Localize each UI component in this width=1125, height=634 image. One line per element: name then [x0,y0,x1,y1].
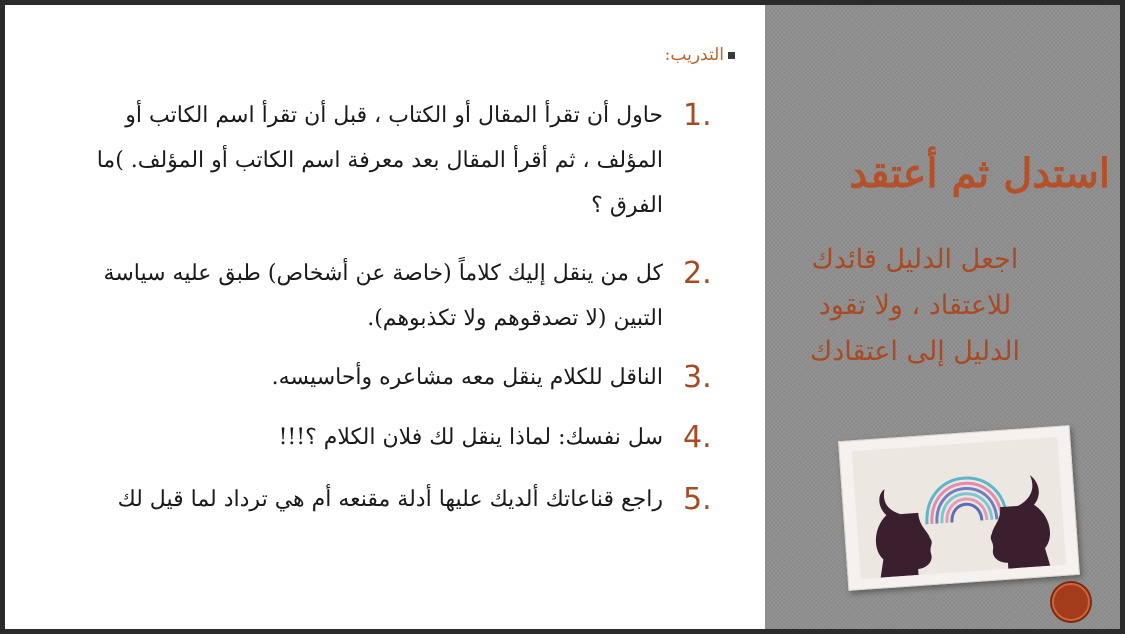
heading-label: التدريب: [664,45,724,65]
item-text: سل نفسك: لماذا ينقل لك فلان الكلام ؟!!! [278,425,663,450]
circle-logo-icon [1052,583,1090,621]
item-number: 5. [683,482,712,517]
item-text: كل من ينقل إليك كلاماً (خاصة عن أشخاص) طبق عليه سياسة التبين (لا تصدقوهم ولا تكذبوهم). [103,261,663,331]
panel-title: استدل ثم أعتقد [849,150,1110,197]
square-bullet-icon [728,52,735,59]
list-item [65,477,745,522]
two-heads-rainbow-image [852,437,1066,579]
list-item [65,251,745,341]
slide [5,5,1120,629]
list-item [65,355,745,400]
item-number: 4. [683,420,712,455]
panel-subtitle: اجعل الدليل قائدك للاعتقاد ، ولا تقود الدليل إلى اعتقادك [809,244,1021,367]
item-number: 2. [683,256,712,291]
list-item [65,415,745,460]
item-text: راجع قناعاتك ألديك عليها أدلة مقنعه أم هي ترداد لما قيل لك [117,487,663,512]
item-number: 3. [683,360,712,395]
photo-frame [838,425,1080,591]
list-item [65,93,745,228]
item-text: حاول أن تقرأ المقال أو الكتاب ، قبل أن تقرأ اسم الكاتب أو المؤلف ، ثم أقرأ المقال بعد معرفة اسم الكاتب أو المؤلف. )ما الفرق ؟ [96,103,663,218]
item-number: 1. [683,98,712,133]
section-heading [525,45,735,65]
item-text: الناقل للكلام ينقل معه مشاعره وأحاسيسه. [271,365,663,390]
